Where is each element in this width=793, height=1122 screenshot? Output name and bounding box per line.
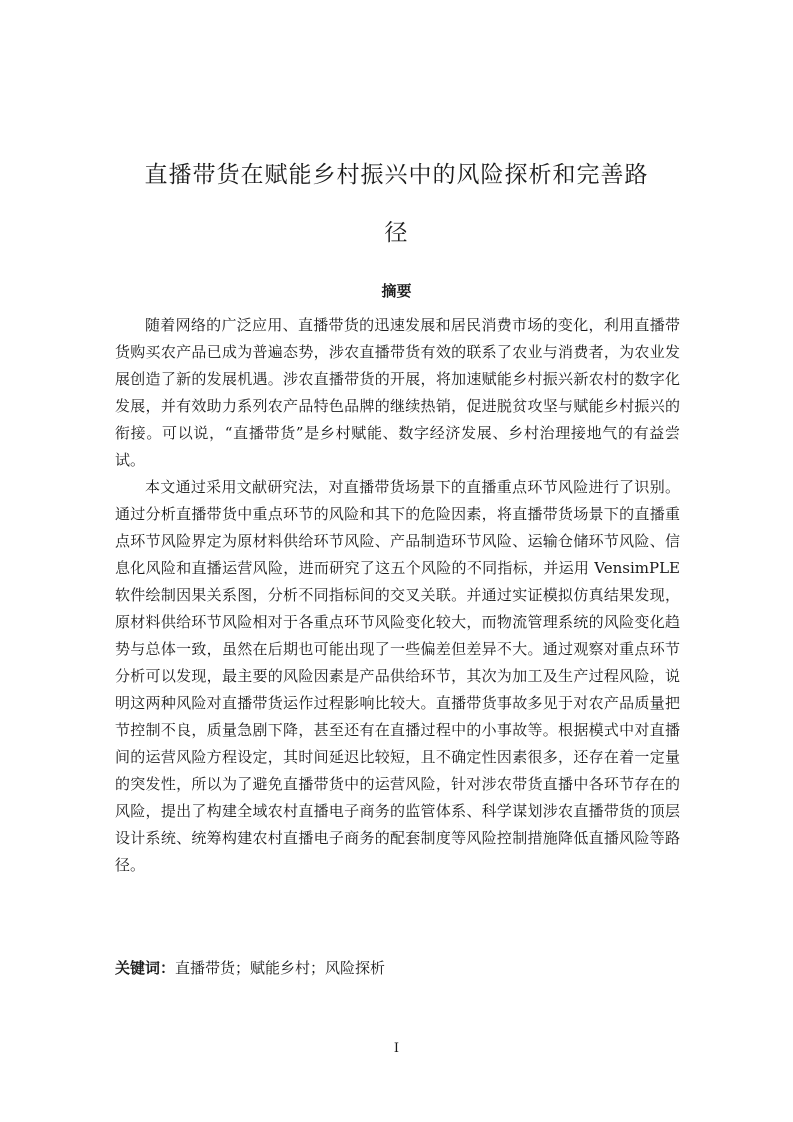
- keywords-text: 直播带货；赋能乡村；风险探析: [175, 959, 386, 977]
- keywords-label: 关键词：: [115, 959, 176, 977]
- abstract-paragraph-1: 随着网络的广泛应用、直播带货的迅速发展和居民消费市场的变化，利用直播带货购买农产品已成为普遍态势，涉农直播带货有效的联系了农业与消费者，为农业发展创造了新的发展机遇。涉农直播带货的开展，将加速赋能乡村振兴新农村的数字化发展，并有效助力系列农产品特色品牌的继续热销，促进脱贫攻坚与赋能乡村振兴的衔接。可以说，“直播带货”是乡村赋能、数字经济发展、乡村治理接地气的有益尝试。: [115, 316, 680, 469]
- abstract-paragraph-2: 本文通过采用文献研究法，对直播带货场景下的直播重点环节风险进行了识别。通过分析直播带货中重点环节的风险和其下的危险因素，将直播带货场景下的直播重点环节风险界定为原材料供给环节风险、产品制造环节风险、运输仓储环节风险、信息化风险和直播运营风险，进而研究了这五个风险的不同指标，并运用 VensimPLE 软件绘制因果关系图，分析不同指标间的交叉关联。并通过实证模拟仿真结果发现，原材料供给环节风险相对于各重点环节风险变化较大，而物流管理系统的风险变化趋势与总体一致，虽然在后期也可能出现了一些偏差但差异不大。通过观察对重点环节分析可以发现，最主要的风险因素是产品供给环节，其次为加工及生产过程风险，说明这两种风险对直播带货运作过程影响比较大。直播带货事故多见于对农产品质量把节控制不良，质量急剧下降，甚至还有在直播过程中的小事故等。根据模式中对直播间的运营风险方程设定，其时间延迟比较短，且不确定性因素很多，还存在着一定量的突发性，所以为了避免直播带货中的运营风险，针对涉农带货直播中各环节存在的风险，提出了构建全域农村直播电子商务的监管体系、科学谋划涉农直播带货的顶层设计系统、统筹构建农村直播电子商务的配套制度等风险控制措施降低直播风险等路径。: [115, 478, 680, 874]
- keywords-line: [115, 956, 680, 980]
- abstract-body: [115, 312, 680, 879]
- document-title-line-1: 直播带货在赋能乡村振兴中的风险探析和完善路: [144, 162, 649, 188]
- page-number: I: [393, 1041, 400, 1056]
- document-title-line-2: 径: [384, 220, 409, 246]
- abstract-heading: 摘要: [381, 282, 412, 300]
